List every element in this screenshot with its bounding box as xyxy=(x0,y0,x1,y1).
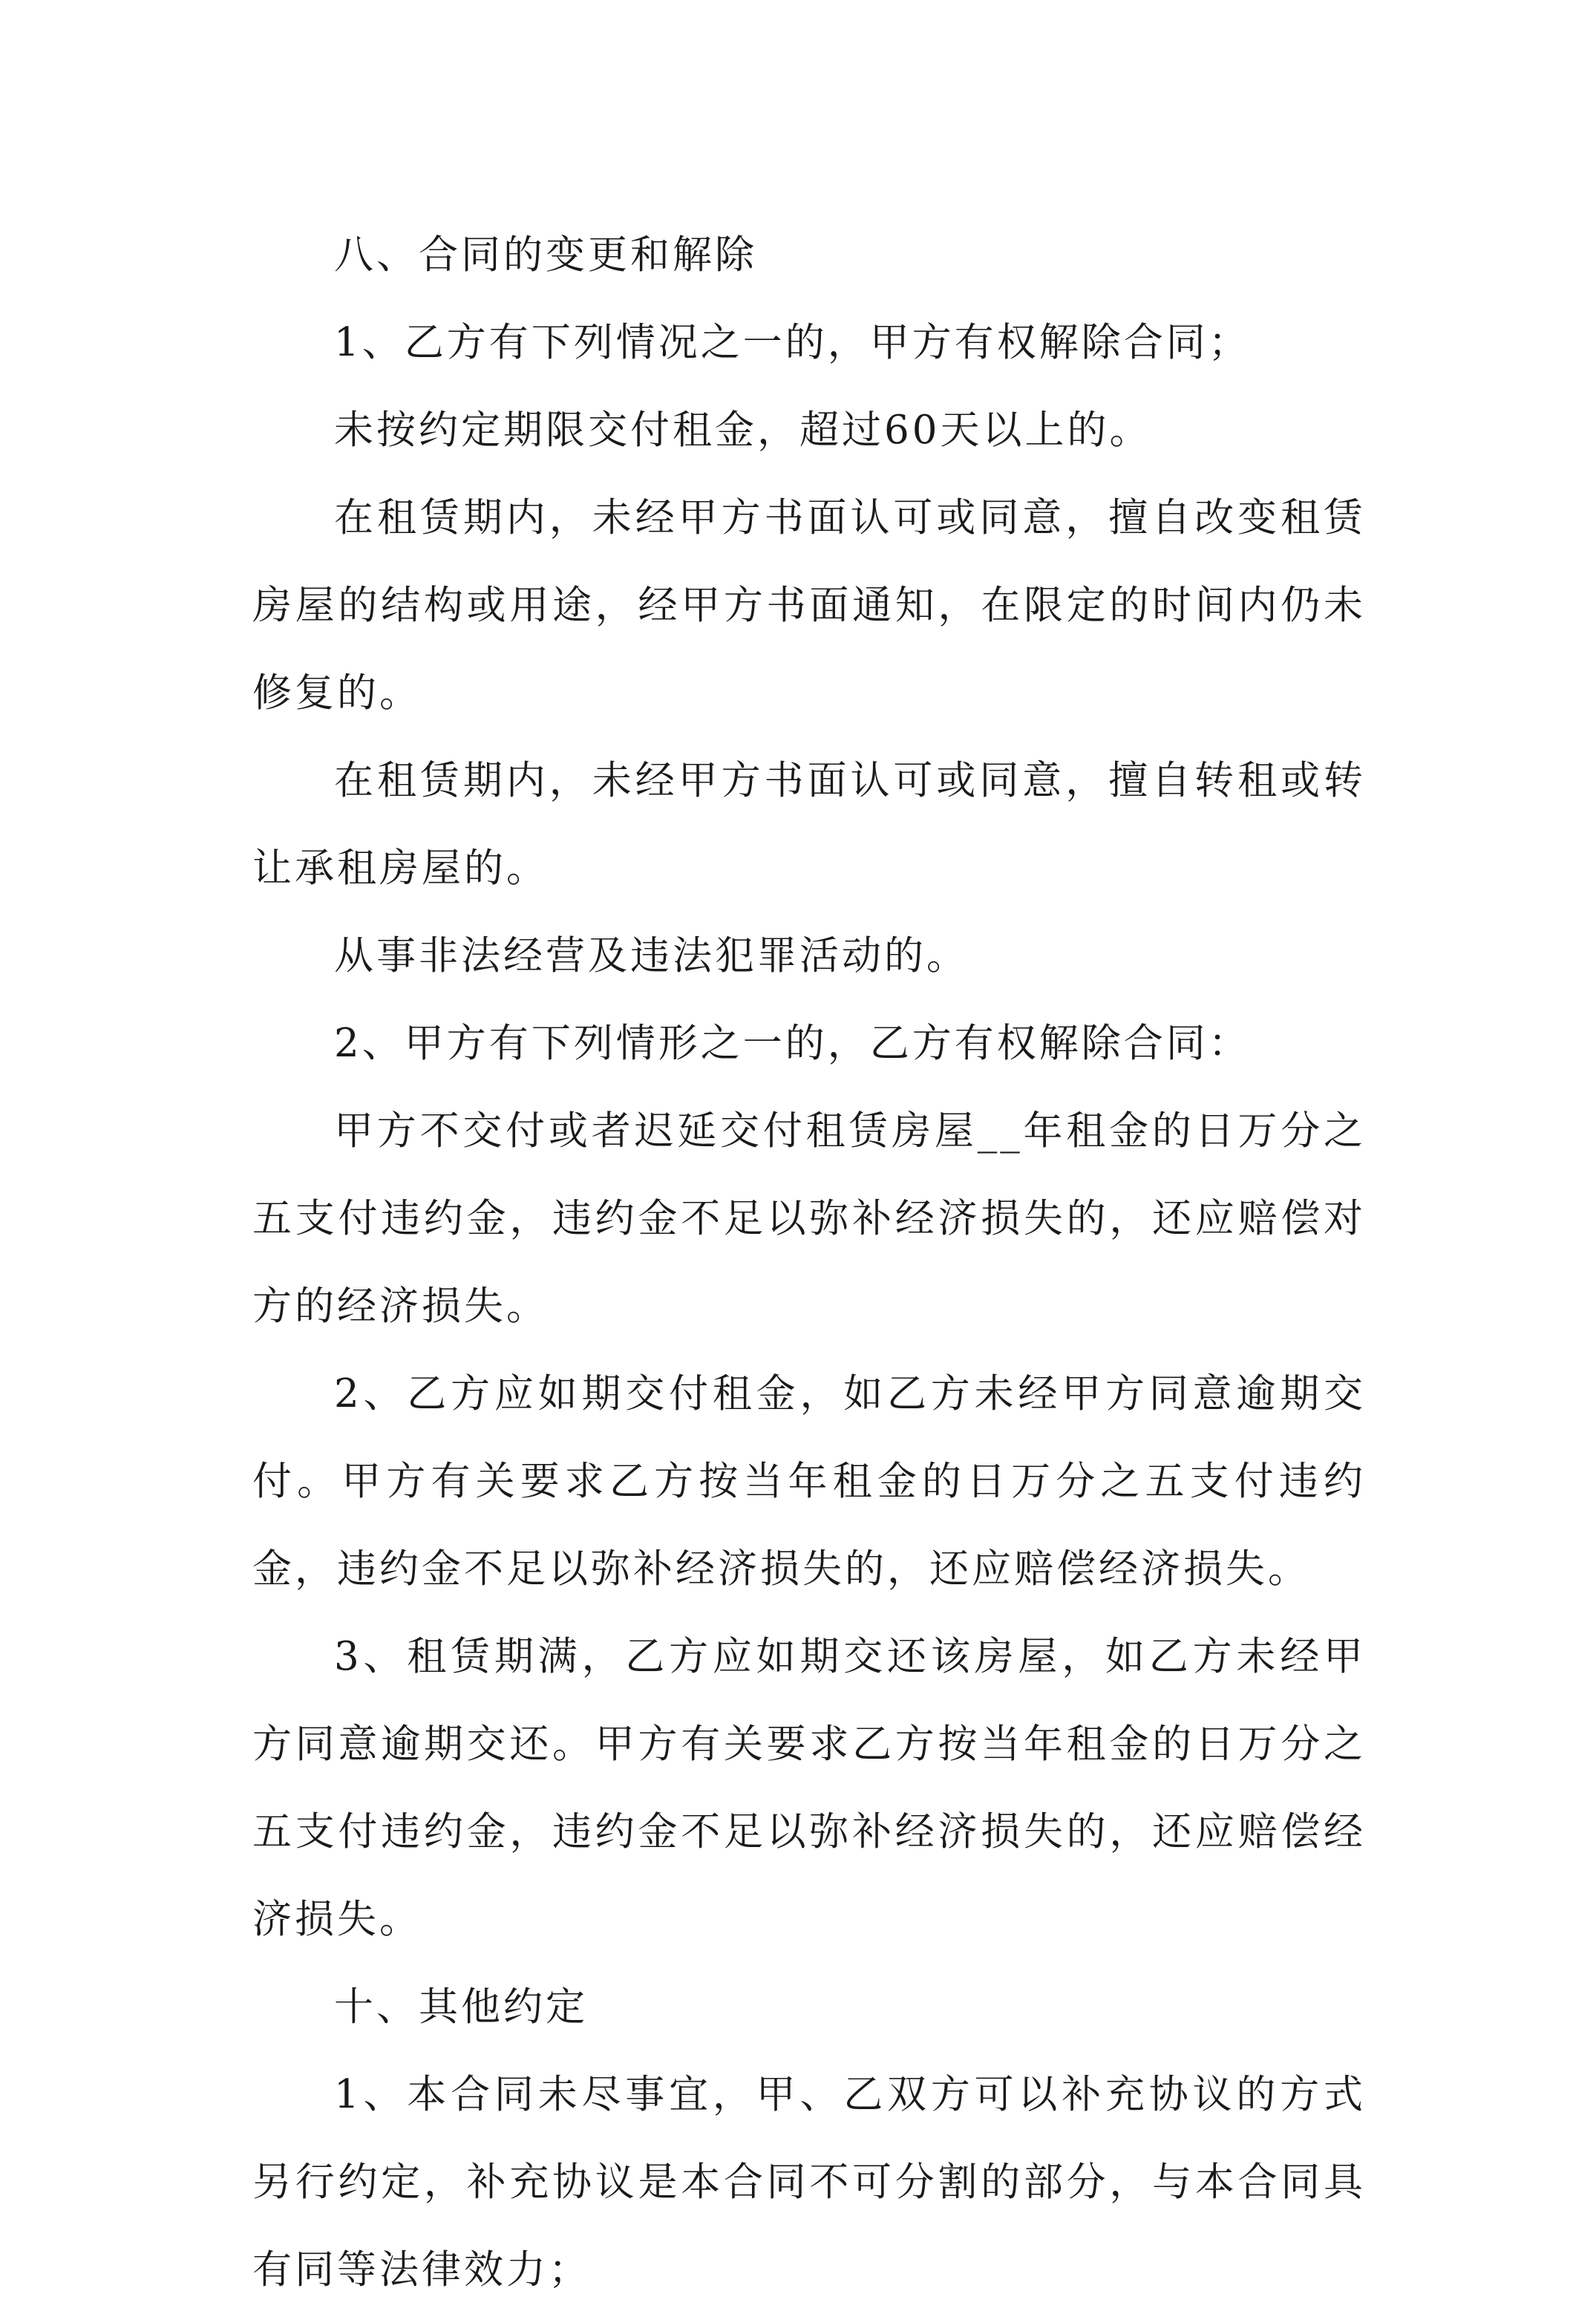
clause-paragraph: 1、乙方有下列情况之一的，甲方有权解除合同； xyxy=(334,320,1251,365)
clause-paragraph: 甲方不交付或者迟延交付租赁房屋__年租金的日万分之五支付违约金，违约金不足以弥补经济损失的，还应赔偿对方的经济损失。 xyxy=(252,1108,1366,1329)
document-page xyxy=(252,212,1366,2314)
clause-paragraph: 在租赁期内，未经甲方书面认可或同意，擅自转租或转让承租房屋的。 xyxy=(252,758,1366,891)
clause-paragraph: 从事非法经营及违法犯罪活动的。 xyxy=(334,933,969,978)
clause-paragraph: 2、甲方有下列情形之一的，乙方有权解除合同： xyxy=(334,1021,1251,1066)
clause-paragraph: 2、乙方应如期交付租金，如乙方未经甲方同意逾期交付。甲方有关要求乙方按当年租金的日万分之五支付违约金，违约金不足以弥补经济损失的，还应赔偿经济损失。 xyxy=(252,1371,1366,1592)
clause-paragraph: 在租赁期内，未经甲方书面认可或同意，擅自改变租赁房屋的结构或用途，经甲方书面通知，在限定的时间内仍未修复的。 xyxy=(252,495,1366,716)
clause-paragraph: 3、租赁期满，乙方应如期交还该房屋，如乙方未经甲方同意逾期交还。甲方有关要求乙方按当年租金的日万分之五支付违约金，违约金不足以弥补经济损失的，还应赔偿经济损失。 xyxy=(252,1634,1366,1942)
clause-paragraph: 未按约定期限交付租金，超过60天以上的。 xyxy=(334,408,1152,453)
section-heading-8: 八、合同的变更和解除 xyxy=(334,232,757,278)
section-heading-10: 十、其他约定 xyxy=(334,1984,588,2030)
clause-paragraph: 1、本合同未尽事宜，甲、乙双方可以补充协议的方式另行约定，补充协议是本合同不可分割的部分，与本合同具有同等法律效力； xyxy=(252,2072,1366,2292)
